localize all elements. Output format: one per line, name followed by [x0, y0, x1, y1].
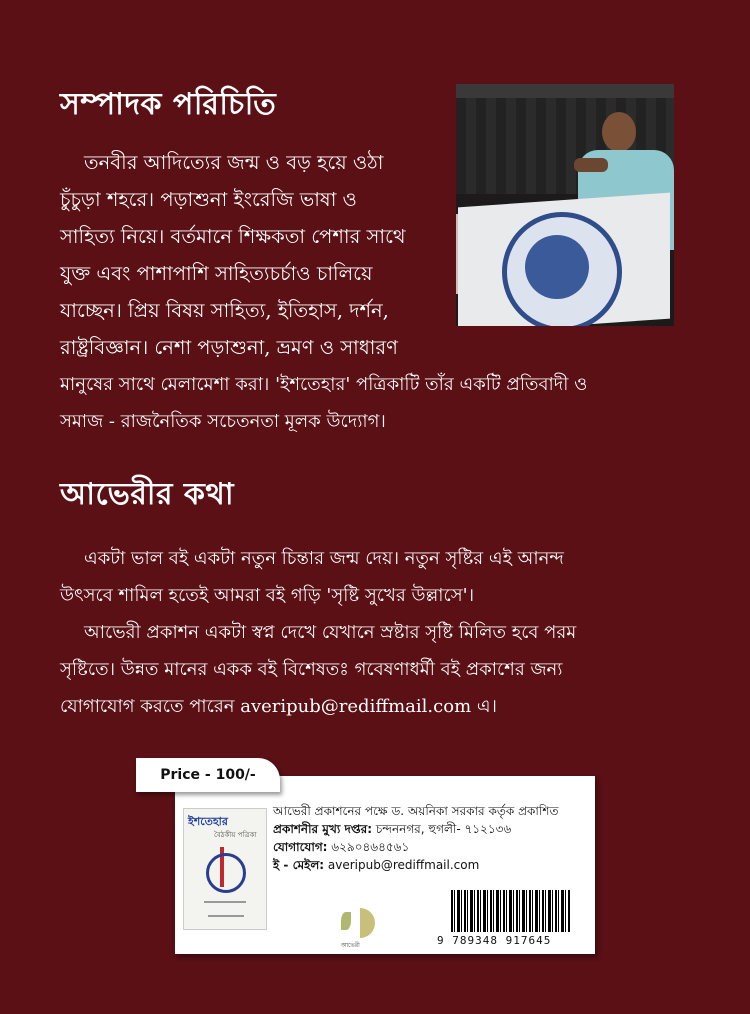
logo-text: আভেরী: [341, 942, 360, 949]
phone-line: যোগাযোগ: ৬২৯০৪৬৪৫৬১: [273, 840, 410, 854]
averi-line: সৃষ্টিতে। উন্নত মানের একক বই বিশেষতঃ গবেষণাধর্মী বই প্রকাশের জন্য: [60, 659, 563, 680]
book-thumb-subtitle: বৈঠকীয় পত্রিকা: [214, 831, 257, 839]
microphone-hand: [574, 158, 608, 172]
editor-line: রাষ্ট্রবিজ্ঞান। নেশা পড়াশুনা, ভ্রমণ ও সাধারণ: [60, 336, 398, 359]
averi-line: উৎসবে শামিল হতেই আমরা বই গড়ি 'সৃষ্টি সুখের উল্লাসে'।: [60, 585, 475, 606]
averi-line: আভেরী প্রকাশন একটা স্বপ্ন দেখে যেখানে স্রষ্টার সৃষ্টি মিলিত হবে পরম: [84, 622, 577, 643]
editor-line: সমাজ - রাজনৈতিক সচেতনতা মূলক উদ্যোগ।: [60, 411, 386, 432]
averi-logo-icon: [333, 902, 383, 952]
averi-line: যোগাযোগ করতে পারেন averipub@rediffmail.com এ।: [60, 696, 497, 717]
email-line: ই - মেইল: averipub@rediffmail.com: [273, 858, 480, 872]
editor-bio: [60, 144, 432, 366]
editor-line: তনবীর আদিত্যের জন্ম ও বড় হয়ে ওঠা: [84, 151, 384, 174]
editor-line: যাচ্ছেন। প্রিয় বিষয় সাহিত্য, ইতিহাস, দর্শন,: [60, 299, 389, 322]
publisher-info-box: [175, 776, 595, 954]
barcode-bars: [451, 890, 571, 932]
averi-heading: আভেরীর কথা: [60, 477, 235, 512]
editor-photo: [456, 84, 674, 326]
price-tag: Price - 100/-: [136, 758, 280, 792]
averi-line: একটা ভাল বই একটা নতুন চিন্তার জন্ম দেয়। নতুন সৃষ্টির এই আনন্দ: [84, 548, 564, 569]
editor-line: যুক্ত এবং পাশাপাশি সাহিত্যচর্চাও চালিয়ে: [60, 262, 373, 285]
editor-heading: সম্পাদক পরিচিতি: [60, 87, 277, 122]
thumb-rule: [204, 901, 246, 903]
isbn-number: 9 789348 917645: [437, 934, 552, 947]
publisher-line: আভেরী প্রকাশনের পক্ষে ড. অয়নিকা সরকার কর্তৃক প্রকাশিত: [273, 804, 559, 818]
averi-text: [60, 540, 700, 725]
speaker-head: [602, 112, 636, 152]
editor-line: মানুষের সাথে মেলামেশা করা। 'ইশতেহার' পত্রিকাটি তাঁর একটি প্রতিবাদী ও: [60, 374, 588, 395]
editor-line: চুঁচুড়া শহরে। পড়াশুনা ইংরেজি ভাষা ও: [60, 188, 357, 211]
editor-line: সাহিত্য নিয়ে। বর্তমানে শিক্ষকতা পেশার সাথে: [60, 225, 406, 248]
stage-light-bar: [456, 84, 674, 98]
office-line: প্রকাশনীর মুখ্য দপ্তর: চন্দননগর, হুগলী- ৭১২১৩৬: [273, 822, 512, 836]
book-cover-thumbnail: [183, 808, 267, 930]
editor-bio-cont: [60, 366, 690, 440]
seal-emblem: [502, 212, 622, 326]
thumb-rule: [208, 915, 244, 917]
isbn-barcode: [437, 888, 587, 946]
publisher-details: [273, 802, 558, 874]
book-thumb-title: ইশতেহার: [188, 815, 228, 828]
circle-emblem-icon: [206, 853, 246, 893]
